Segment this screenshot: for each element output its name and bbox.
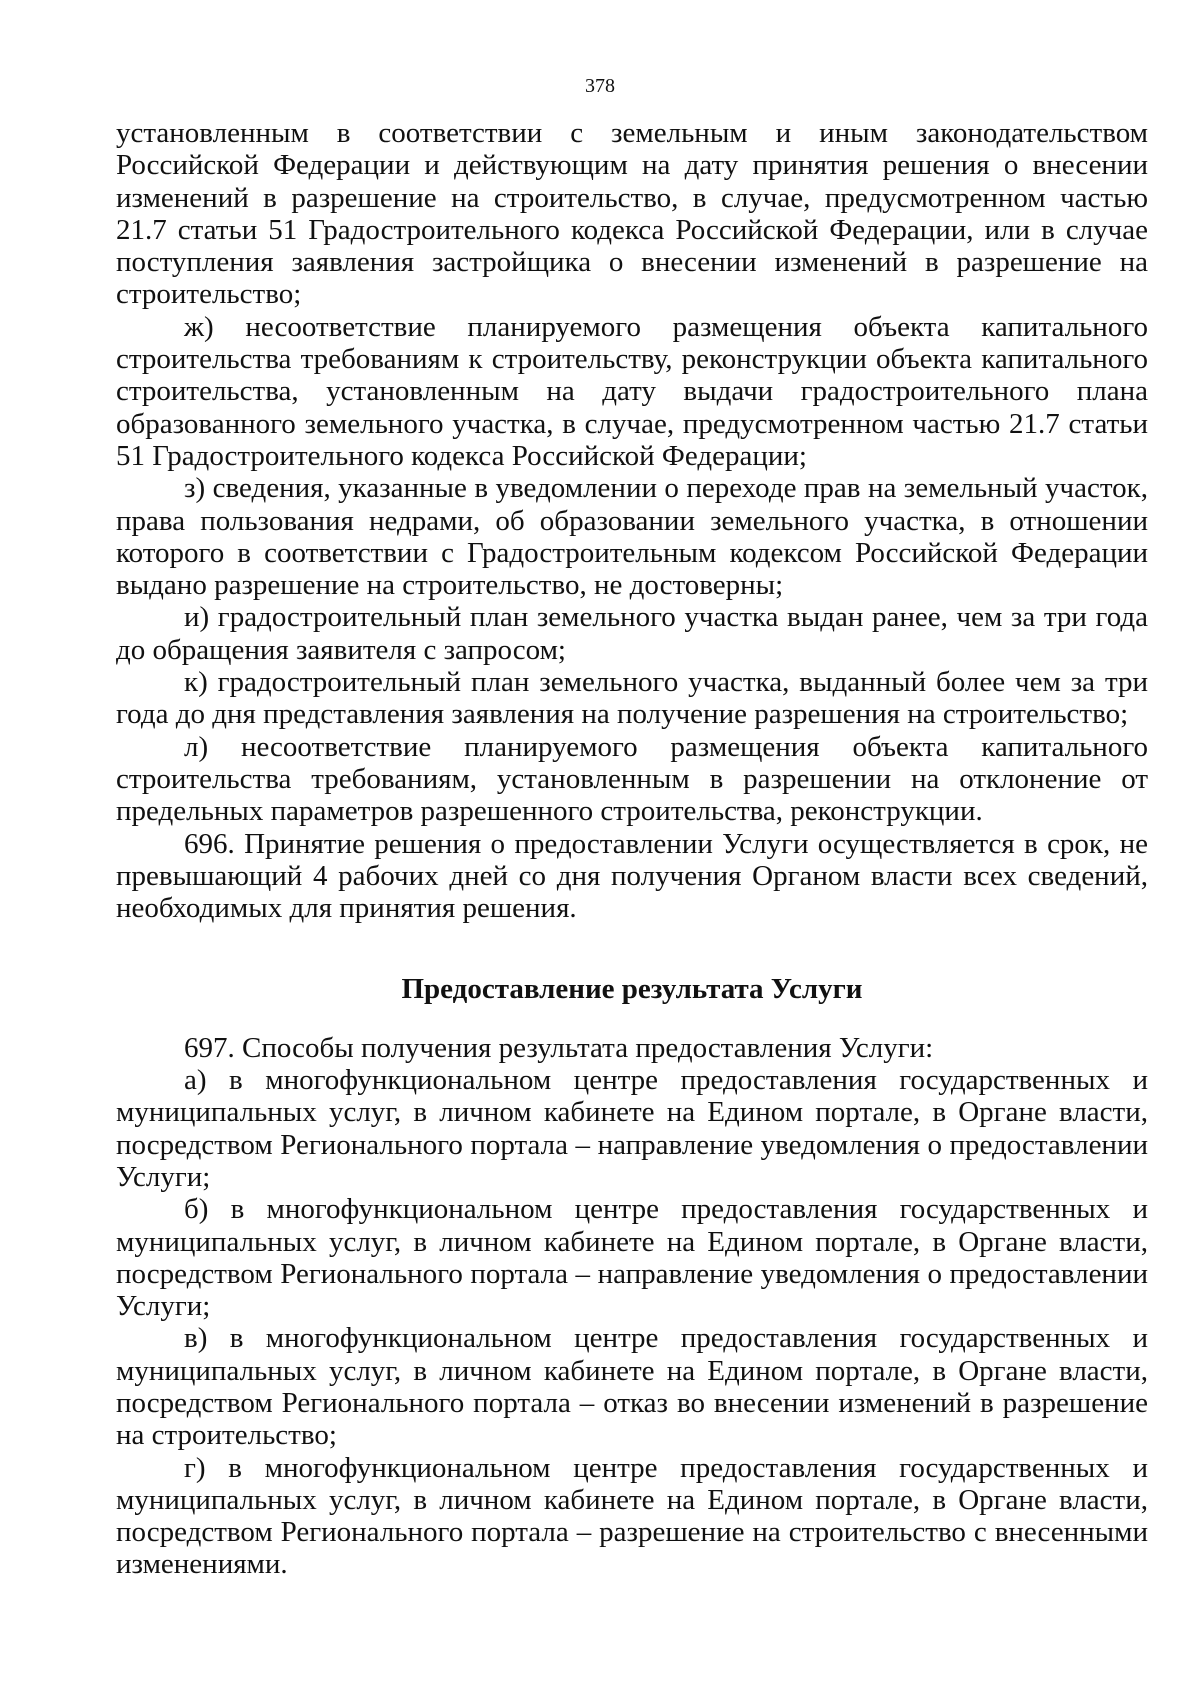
- clause-696: 696. Принятие решения о предоставлении Услуги осуществляется в срок, не превышающий 4 рабочих дней со дня получения Органом власти всех сведений, необходимых для принятия решения.: [116, 827, 1148, 925]
- list-item-l: л) несоответствие планируемого размещения объекта капитального строительства требованиям, установленным в разрешении на отклонение от предельных параметров разрешенного строительства, реконструкции.: [116, 730, 1148, 828]
- list-item-v: в) в многофункциональном центре предоставления государственных и муниципальных услуг, в личном кабинете на Едином портале, в Органе власти, посредством Регионального портала – отказ во внесении изменений в разрешение на строительство;: [116, 1322, 1148, 1452]
- section-heading: Предоставление результата Услуги: [401, 973, 863, 1006]
- page-number: 378: [585, 75, 615, 97]
- paragraph-continuation: установленным в соответствии с земельным и иным законодательством Российской Федерации и действующим на дату принятия решения о внесении изменений в разрешение на строительство, в случае, предусмотренном частью 21.7 статьи 51 Градостроительного кодекса Российской Федерации, или в случае поступления заявления застройщика о внесении изменений в разрешение на строительство;: [116, 117, 1148, 311]
- document-body: [116, 117, 1148, 1581]
- list-item-zh: ж) несоответствие планируемого размещения объекта капитального строительства требованиям к строительству, реконструкции объекта капитального строительства, установленным на дату выдачи градостроительного плана образованного земельного участка, в случае, предусмотренном частью 21.7 статьи 51 Градостроительного кодекса Российской Федерации;: [116, 310, 1148, 472]
- list-item-i: и) градостроительный план земельного участка выдан ранее, чем за три года до обращения заявителя с запросом;: [116, 601, 1148, 666]
- list-item-k: к) градостроительный план земельного участка, выданный более чем за три года до дня представления заявления на получение разрешения на строительство;: [116, 666, 1148, 731]
- list-item-b: б) в многофункциональном центре предоставления государственных и муниципальных услуг, в личном кабинете на Едином портале, в Органе власти, посредством Регионального портала – направление уведомления о предоставлении Услуги;: [116, 1193, 1148, 1323]
- clause-697: 697. Способы получения результата предоставления Услуги:: [184, 1031, 934, 1064]
- list-item-z: з) сведения, указанные в уведомлении о переходе прав на земельный участок, права пользования недрами, об образовании земельного участка, в отношении которого в соответствии с Градостроительным кодексом Российской Федерации выдано разрешение на строительство, не достоверны;: [116, 472, 1148, 602]
- list-item-a: а) в многофункциональном центре предоставления государственных и муниципальных услуг, в личном кабинете на Едином портале, в Органе власти, посредством Регионального портала – направление уведомления о предоставлении Услуги;: [116, 1064, 1148, 1193]
- list-item-g: г) в многофункциональном центре предоставления государственных и муниципальных услуг, в личном кабинете на Едином портале, в Органе власти, посредством Регионального портала – разрешение на строительство с внесенными изменениями.: [116, 1451, 1148, 1581]
